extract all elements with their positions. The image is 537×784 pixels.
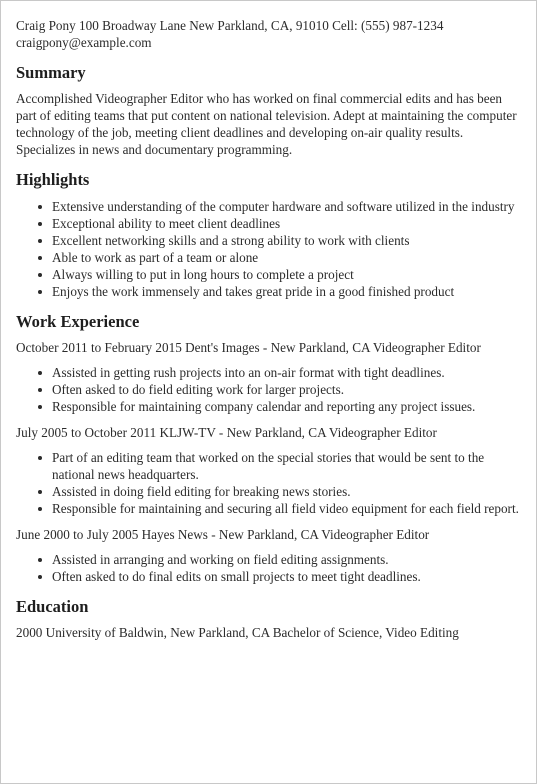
job-title-line: July 2005 to October 2011 KLJW-TV - New Parkland, CA Videographer Editor (16, 425, 437, 440)
job-duties-list (16, 449, 522, 517)
summary-section (16, 63, 522, 158)
education-heading: Education (16, 597, 89, 616)
summary-heading: Summary (16, 63, 86, 82)
list-item: Able to work as part of a team or alone (52, 249, 522, 266)
list-item: Responsible for maintaining company calendar and reporting any project issues. (52, 398, 522, 415)
list-item: Excellent networking skills and a strong ability to work with clients (52, 232, 522, 249)
job-entry (16, 424, 522, 517)
summary-text: Accomplished Videographer Editor who has worked on final commercial edits and has been part of editing teams that put content on national television. Adept at maintaining the computer technology of the job, meeting client deadlines and developing on-air quality results. Specializes in news and documentary programming. (16, 91, 517, 157)
list-item: Often asked to do final edits on small projects to meet tight deadlines. (52, 568, 522, 585)
job-entry (16, 526, 522, 585)
highlights-list (16, 198, 522, 300)
highlights-section (16, 170, 522, 300)
list-item: Always willing to put in long hours to complete a project (52, 266, 522, 283)
experience-section (16, 312, 522, 585)
list-item: Assisted in arranging and working on field editing assignments. (52, 551, 522, 568)
job-duties-list (16, 364, 522, 415)
contact-block (16, 17, 522, 51)
contact-line: Craig Pony 100 Broadway Lane New Parkland, CA, 91010 Cell: (555) 987-1234 (16, 18, 444, 33)
list-item: Assisted in doing field editing for breaking news stories. (52, 483, 522, 500)
contact-email: craigpony@example.com (16, 35, 152, 50)
list-item: Enjoys the work immensely and takes great pride in a good finished product (52, 283, 522, 300)
list-item: Responsible for maintaining and securing all field video equipment for each field report. (52, 500, 522, 517)
education-line: 2000 University of Baldwin, New Parkland, CA Bachelor of Science, Video Editing (16, 625, 459, 640)
list-item: Exceptional ability to meet client deadlines (52, 215, 522, 232)
list-item: Part of an editing team that worked on the special stories that would be sent to the national news headquarters. (52, 449, 522, 483)
job-duties-list (16, 551, 522, 585)
list-item: Often asked to do field editing work for larger projects. (52, 381, 522, 398)
resume-page (1, 1, 536, 641)
job-entry (16, 339, 522, 415)
experience-heading: Work Experience (16, 312, 140, 331)
highlights-heading: Highlights (16, 170, 90, 189)
job-title-line: October 2011 to February 2015 Dent's Images - New Parkland, CA Videographer Editor (16, 340, 481, 355)
job-title-line: June 2000 to July 2005 Hayes News - New Parkland, CA Videographer Editor (16, 527, 430, 542)
list-item: Assisted in getting rush projects into an on-air format with tight deadlines. (52, 364, 522, 381)
list-item: Extensive understanding of the computer hardware and software utilized in the industry (52, 198, 522, 215)
education-section (16, 597, 522, 641)
